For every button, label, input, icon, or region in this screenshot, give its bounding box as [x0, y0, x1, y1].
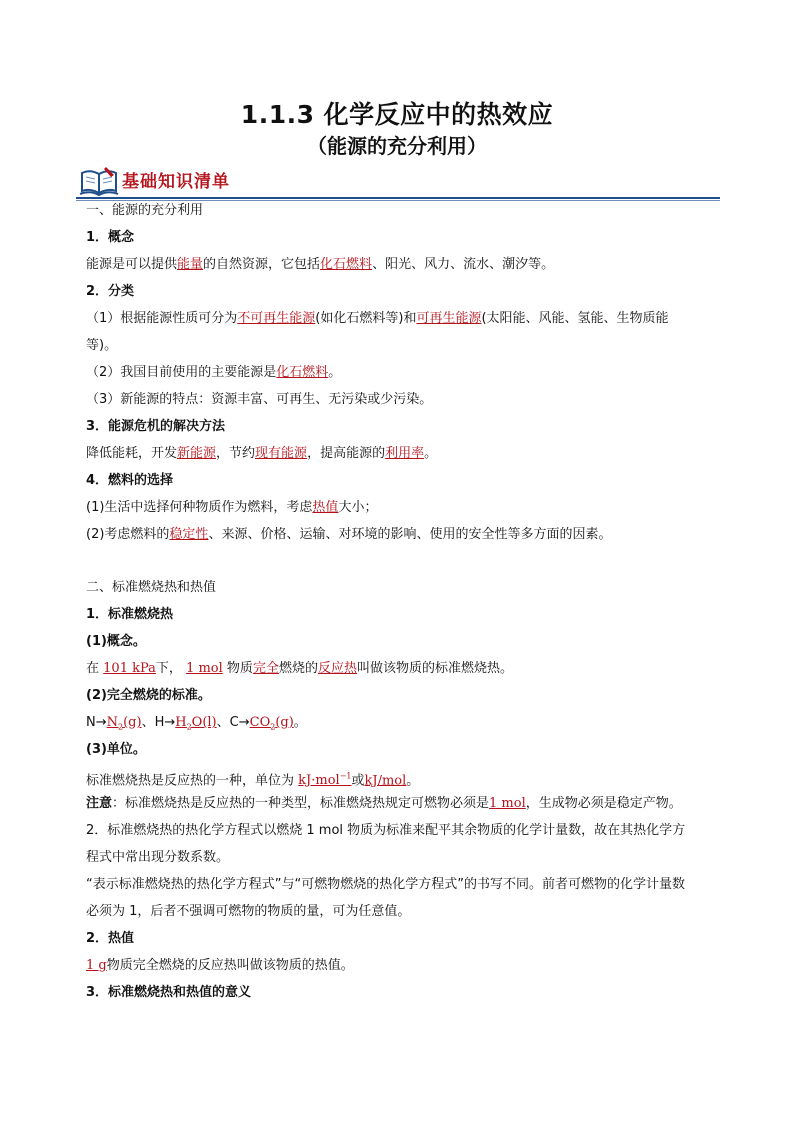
keyword: 不可再生能源	[237, 311, 316, 326]
banner-label: 基础知识清单	[122, 172, 230, 192]
banner-divider	[76, 197, 720, 199]
paragraph: 1 g物质完全燃烧的反应热叫做该物质的热值。	[86, 958, 354, 973]
clause-heading: (1)概念。	[86, 634, 146, 649]
paragraph: （1）根据能源性质可分为不可再生能源(如化石燃料等)和可再生能源(太阳能、风能、氢能、生物质能	[86, 311, 669, 326]
keyword: 能量	[177, 257, 204, 272]
subheading: 4．燃料的选择	[86, 473, 174, 488]
paragraph: $N\to N_2(g)$、$H\to H_2O(l)$、$C\to CO_2(g)$。	[86, 715, 307, 732]
keyword: 利用率	[385, 446, 425, 461]
keyword: 1 g	[86, 958, 107, 973]
keyword: 化石燃料	[276, 365, 329, 380]
clause-heading: (3)单位。	[86, 742, 146, 757]
keyword: 反应热	[317, 661, 357, 676]
subheading: 3．标准燃烧热和热值的意义	[86, 985, 252, 1000]
paragraph: 必须为 1，后者不强调可燃物的物质的量，可为任意值。	[86, 904, 411, 919]
subheading: 2．分类	[86, 284, 135, 299]
keyword: 热值	[312, 500, 339, 515]
keyword: kJ/mol	[364, 773, 407, 789]
keyword: $CO_2(g)$	[249, 715, 294, 732]
paragraph: 等)。	[86, 338, 118, 353]
keyword: 现有能源	[255, 446, 308, 461]
keyword: 可再生能源	[416, 311, 482, 326]
keyword: 完全	[252, 661, 279, 676]
keyword: 101 kPa	[103, 661, 156, 676]
clause-heading: (2)完全燃烧的标准。	[86, 688, 211, 703]
paragraph: （2）我国目前使用的主要能源是化石燃料。	[86, 365, 342, 380]
subheading: 1．标准燃烧热	[86, 607, 174, 622]
paragraph: (2)考虑燃料的稳定性、来源、价格、运输、对环境的影响、使用的安全性等多方面的因素。	[86, 527, 612, 542]
page-title: 1.1.3 化学反应中的热效应	[240, 100, 554, 129]
paragraph: 降低能耗，开发新能源，节约现有能源，提高能源的利用率。	[86, 446, 438, 461]
keyword: $H_2O(l)$	[175, 715, 217, 732]
paragraph: 能源是可以提供能量的自然资源，它包括化石燃料、阳光、风力、流水、潮汐等。	[86, 257, 555, 272]
keyword: 1 mol	[489, 796, 526, 811]
section-banner	[76, 163, 726, 203]
paragraph: (1)生活中选择何种物质作为燃料，考虑热值大小；	[86, 500, 378, 515]
keyword: 1 mol	[186, 661, 223, 676]
section-heading: 一、能源的充分利用	[86, 203, 204, 218]
keyword: kJ·mol$^{-1}$	[298, 772, 352, 789]
paragraph: 2．标准燃烧热的热化学方程式以燃烧 1 mol 物质为标准来配平其余物质的化学计量数，故在其热化学方	[86, 823, 686, 838]
subheading: 1．概念	[86, 230, 135, 245]
paragraph: “表示标准燃烧热的热化学方程式”与“可燃物燃烧的热化学方程式”的书写不同。前者可燃物的化学计量数	[86, 877, 685, 892]
section-heading: 二、标准燃烧热和热值	[86, 580, 217, 595]
subheading: 2．热值	[86, 931, 135, 946]
keyword: 新能源	[177, 446, 217, 461]
page-subtitle: （能源的充分利用）	[307, 134, 487, 158]
note-paragraph: 注意：标准燃烧热是反应热的一种类型，标准燃烧热规定可燃物必须是1 mol，生成物必须是稳定产物。	[86, 796, 682, 811]
subheading: 3．能源危机的解决方法	[86, 419, 226, 434]
paragraph: （3）新能源的特点：资源丰富、可再生、无污染或少污染。	[86, 392, 433, 407]
banner-divider-thin	[76, 200, 720, 201]
paragraph: 在 101 kPa下， 1 mol 物质完全燃烧的反应热叫做该物质的标准燃烧热。	[86, 661, 513, 676]
paragraph: 程式中常出现分数系数。	[86, 850, 230, 865]
keyword: 稳定性	[169, 527, 209, 542]
book-icon	[78, 165, 122, 199]
note-label: 注意	[86, 796, 113, 811]
paragraph: 标准燃烧热是反应热的一种，单位为 kJ·mol$^{-1}$或kJ/mol。	[86, 772, 420, 789]
keyword: $N_2(g)$	[106, 715, 142, 732]
keyword: 化石燃料	[320, 257, 373, 272]
